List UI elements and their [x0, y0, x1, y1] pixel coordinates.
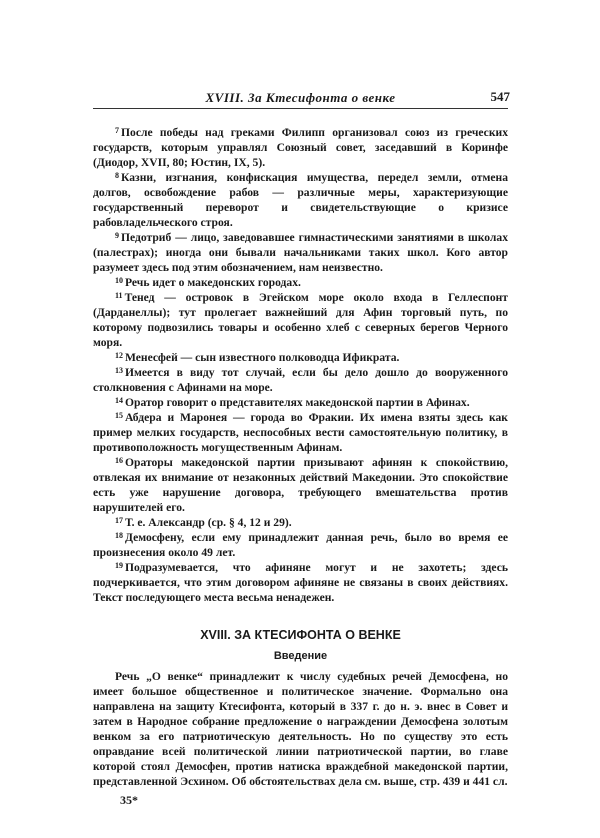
footnote-text: Речь идет о македонских городах.: [125, 276, 301, 289]
intro-paragraph: Речь „О венке“ принадлежит к числу судебных речей Демосфена, но имеет большое общественное и политическое значение. Формально она направлена на защиту Ктесифонта, который в 337 г. до н. э. внес в Совет и затем в Народное собрание предложение о награждении Демосфена золотым венком за его патриотическую деятельность. Но по существу это есть оправдание всей политической линии патриотической партии, во главе которой стоял Демосфен, против натиска враждебной македонской партии, представленной Эсхином. Об обстоятельствах дела см. выше, стр. 439 и 441 сл.: [93, 670, 508, 788]
footnote-text: После победы над греками Филипп организовал союз из греческих государств, которым управлял Союзный совет, заседавший в Коринфе (Диодор, XVII, 80; Юстин, IX, 5).: [93, 126, 508, 169]
footnote-number: 8: [115, 171, 119, 180]
footnote-text: Подразумевается, что афиняне могут и не захотеть; здесь подчеркивается, что этим договором афиняне не связаны в своих действиях. Текст последующего места весьма ненадежен.: [93, 561, 508, 604]
page-number: 547: [490, 89, 510, 104]
footnote-text: Педотриб — лицо, заведовавшее гимнастическими занятиями в школах (палестрах); иногда они бывали начальниками таких школ. Кого автор разумеет здесь под этим обозначением, нам неизвестно.: [93, 231, 508, 274]
footnote-number: 7: [115, 126, 119, 135]
footnote-number: 19: [115, 561, 123, 570]
footnote-number: 16: [115, 456, 123, 465]
footnote-text: Казни, изгнания, конфискация имущества, передел земли, отмена долгов, освобождение рабов — различные меры, характеризующие государственный переворот и свидетельствующие о кризисе рабовладельческого строя.: [93, 171, 508, 229]
footnote-text: Т. е. Александр (ср. § 4, 12 и 29).: [125, 516, 292, 529]
footnote: [93, 350, 508, 365]
footnote-number: 9: [115, 231, 119, 240]
footnote-number: 13: [115, 366, 123, 375]
footnote-text: Демосфену, если ему принадлежит данная речь, было во время ее произнесения около 49 лет.: [93, 531, 508, 559]
footnote-number: 10: [115, 276, 123, 285]
footnote: [93, 455, 508, 515]
section-subtitle: Введение: [273, 650, 328, 662]
footnote-number: 17: [115, 516, 123, 525]
footnote: [93, 290, 508, 350]
running-header: [93, 88, 508, 109]
footnote: [93, 365, 508, 395]
page-column: [93, 0, 508, 838]
footnote: [93, 410, 508, 455]
footnote-text: Оратор говорит о представителях македонской партии в Афинах.: [125, 396, 470, 409]
footnote-text: Ораторы македонской партии призывают афинян к спокойствию, отвлекая их внимание от незаконных действий Македонии. Это спокойствие есть уже нарушение договора, требующего вмешательства против нарушителей его.: [93, 456, 508, 514]
running-title: XVIII. За Ктесифонта о венке: [205, 90, 396, 105]
footnote-text: Менесфей — сын известного полководца Ификрата.: [125, 351, 400, 364]
footnote: [93, 515, 508, 530]
footnotes: [93, 125, 508, 605]
footnote: [93, 275, 508, 290]
footnote-text: Абдера и Маронея — города во Фракии. Их имена взяты здесь как пример мелких государств, неспособных вести самостоятельную политику, в противоположность могущественным Афинам.: [93, 411, 508, 454]
footnote-number: 15: [115, 411, 123, 420]
footnote: [93, 170, 508, 230]
signature-mark: 35*: [120, 793, 138, 807]
section-title: XVIII. ЗА КТЕСИФОНТА О ВЕНКЕ: [200, 628, 401, 642]
footnote: [93, 395, 508, 410]
footnote: [93, 530, 508, 560]
footnote-number: 11: [115, 291, 123, 300]
footnote-number: 12: [115, 351, 123, 360]
footnote-number: 14: [115, 396, 123, 405]
footnote: [93, 125, 508, 170]
footnote: [93, 230, 508, 275]
footnote-text: Тенед — островок в Эгейском море около входа в Геллеспонт (Дарданеллы); тут пролегает важнейший для Афин торговый путь, по которому подвозились товары и особенно хлеб с северных берегов Черного моря.: [93, 291, 508, 349]
footnote-text: Имеется в виду тот случай, если бы дело дошло до вооруженного столкновения с Афинами на море.: [93, 366, 508, 394]
footnote-number: 18: [115, 531, 123, 540]
footnote: [93, 560, 508, 605]
